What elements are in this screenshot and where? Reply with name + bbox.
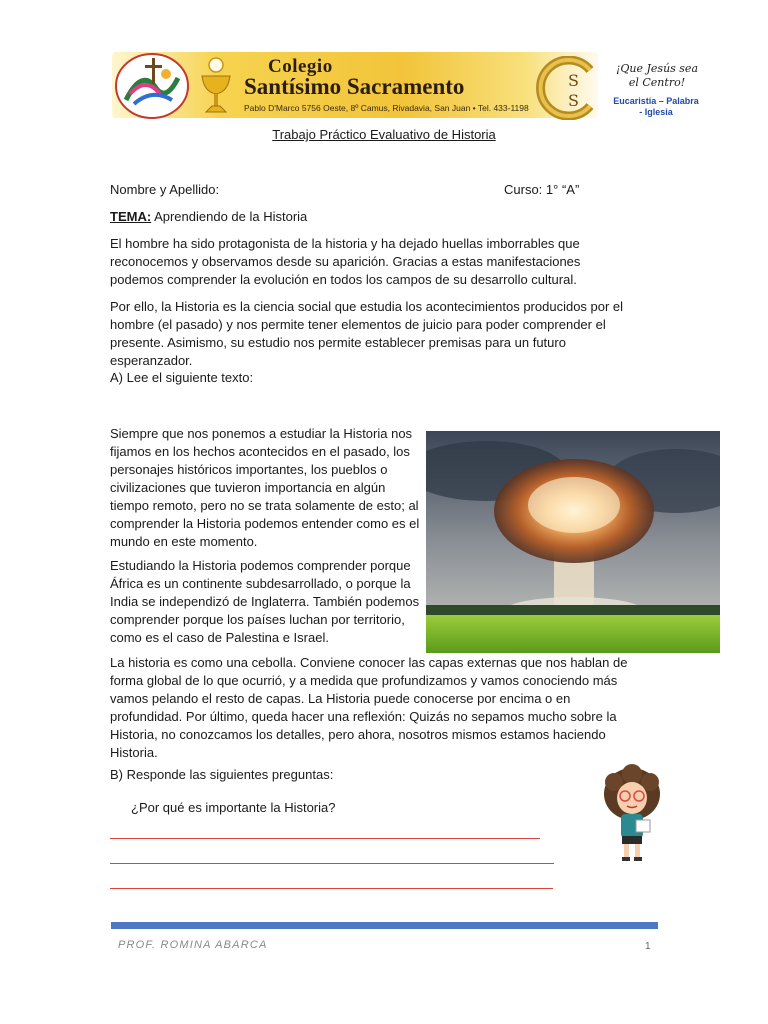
- tema-value: Aprendiendo de la Historia: [151, 209, 308, 224]
- footer-divider: [111, 922, 658, 929]
- reading-paragraph-1: Siempre que nos ponemos a estudiar la Historia nos fijamos en los hechos acontecidos en el pasado, los personajes históricos importantes, los pueblos o civilizaciones que tuvieron importancia en algún tiempo remoto, pero no se trata solamente de esto; al comprender la Historia podemos entender como es el mundo en este momento.: [110, 426, 420, 549]
- course-label: Curso: 1° “A”: [504, 182, 580, 197]
- intro-paragraph-1: El hombre ha sido protagonista de la historia y ha dejado huellas imborrables que reconocemos y observamos desde su aparición. Gracias a estas manifestaciones podemos comprender la evolución en todos los campos de su desarrollo cultural.: [110, 236, 581, 287]
- school-motto-subtitle: Eucaristía – Palabra - Iglesia: [613, 96, 699, 117]
- page-number: 1: [645, 941, 651, 952]
- answer-line-3[interactable]: [110, 888, 553, 889]
- reading-paragraph-3: La historia es como una cebolla. Conviene conocer las capas externas que nos hablan de forma global de lo que ocurrió, y a medida que profundizamos y vamos conociendo más vamos pelando el resto de capas. La Historia puede conocerse por encima o en profundidad. Por último, queda hacer una reflexión: Quizás no sepamos mucho sobre la Historia, no conozcamos los detalles, pero ahora, nosotros mismos estamos haciendo Historia.: [110, 655, 628, 760]
- school-address: Pablo D'Marco 5756 Oeste, 8º Camus, Rivadavia, San Juan • Tel. 433-1198: [244, 103, 529, 113]
- svg-text:S: S: [568, 91, 579, 110]
- school-name-line2: Santísimo Sacramento: [244, 74, 465, 99]
- svg-text:S: S: [568, 71, 579, 90]
- intro-paragraph-2: Por ello, la Historia es la ciencia social que estudia los acontecimientos producidos por el hombre (el pasado) y nos permite tener elementos de juicio para poder comprender el presente. Asimismo, su estudio nos permite establecer premisas para un futuro esperanzador.: [110, 299, 624, 368]
- school-motto: ¡Que Jesús sea el Centro!: [615, 62, 699, 89]
- document-title: Trabajo Práctico Evaluativo de Historia: [272, 127, 496, 142]
- tema-line: [110, 208, 307, 226]
- reading-paragraph-2: Estudiando la Historia podemos comprender porque África es un continente subdesarrollado, o porque la India se independizó de Inglaterra. También podemos comprender porque los países luchan por territorio, como es el caso de Palestina e Israel.: [110, 558, 420, 645]
- mushroom-cloud-image: [426, 431, 720, 653]
- name-label: Nombre y Apellido:: [110, 182, 220, 197]
- school-name-line1: Colegio: [268, 56, 333, 77]
- question-1: ¿Por qué es importante la Historia?: [131, 800, 336, 815]
- chalice-icon: [196, 56, 236, 116]
- tema-label: TEMA:: [110, 209, 152, 224]
- teacher-illustration: [592, 764, 672, 864]
- answer-line-2[interactable]: [110, 863, 554, 864]
- footer-author: PROF. ROMINA ABARCA: [118, 939, 268, 951]
- section-b-heading: B) Responde las siguientes preguntas:: [110, 767, 334, 782]
- css-crest-logo: [532, 56, 596, 120]
- section-a-heading: A) Lee el siguiente texto:: [110, 370, 254, 385]
- answer-line-1[interactable]: [110, 838, 540, 839]
- school-emblem-logo: [112, 48, 192, 122]
